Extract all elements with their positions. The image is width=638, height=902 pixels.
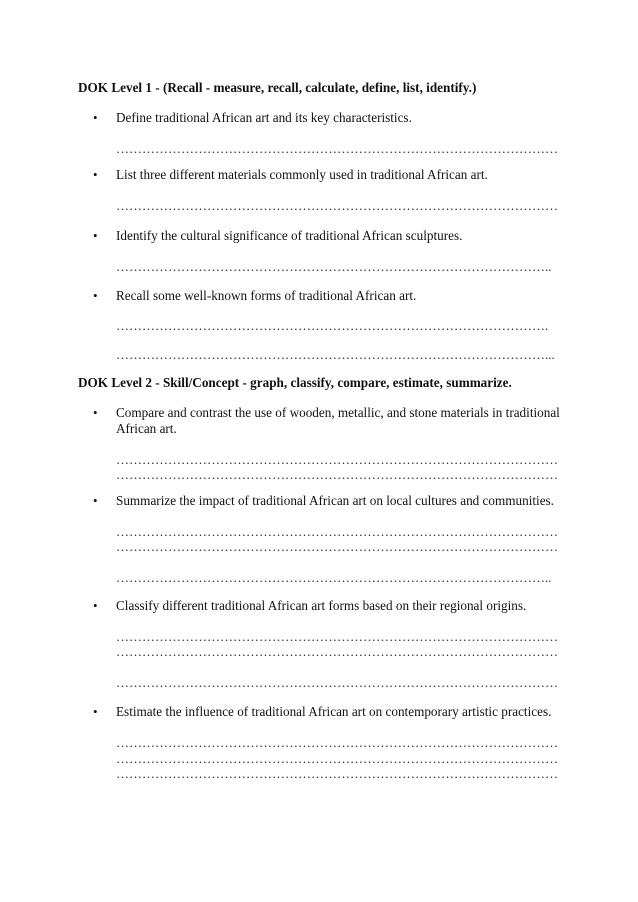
bullet-icon: • [93, 493, 98, 508]
bullet-icon: • [93, 405, 98, 420]
answer-line-1-2-1[interactable]: ………………………………………………………………………………………… [116, 198, 558, 213]
answer-line-2-2-3[interactable]: ……………………………………………………………………………………….. [116, 570, 552, 585]
answer-line-2-4-1[interactable]: ………………………………………………………………………………………… [116, 735, 558, 750]
answer-line-1-4-2[interactable]: ………………………………………………………………………………………... [116, 347, 555, 362]
answer-line-2-1-2[interactable]: ………………………………………………………………………………………… [116, 467, 558, 482]
answer-line-1-3-1[interactable]: ……………………………………………………………………………………….. [116, 259, 552, 274]
question-2-2: Summarize the impact of traditional African art on local cultures and communities. [116, 493, 554, 508]
dok-level-2-heading: DOK Level 2 - Skill/Concept - graph, classify, compare, estimate, summarize. [78, 375, 512, 390]
bullet-icon: • [93, 288, 98, 303]
question-1-4: Recall some well-known forms of traditional African art. [116, 288, 417, 303]
bullet-icon: • [93, 167, 98, 182]
answer-line-1-4-1[interactable]: ………………………………………………………………………………………. [116, 318, 549, 333]
bullet-icon: • [93, 110, 98, 125]
dok-level-1-heading: DOK Level 1 - (Recall - measure, recall, calculate, define, list, identify.) [78, 80, 477, 95]
answer-line-2-3-2[interactable]: ………………………………………………………………………………………… [116, 644, 558, 659]
answer-line-2-3-3[interactable]: ………………………………………………………………………………………… [116, 675, 558, 690]
question-2-4: Estimate the influence of traditional African art on contemporary artistic practices. [116, 704, 552, 719]
bullet-icon: • [93, 228, 98, 243]
answer-line-2-4-2[interactable]: ………………………………………………………………………………………… [116, 751, 558, 766]
answer-line-2-4-3[interactable]: ………………………………………………………………………………………… [116, 766, 558, 781]
question-1-1: Define traditional African art and its key characteristics. [116, 110, 412, 125]
answer-line-2-1-1[interactable]: ………………………………………………………………………………………… [116, 452, 558, 467]
question-1-3: Identify the cultural significance of traditional African sculptures. [116, 228, 463, 243]
answer-line-2-3-1[interactable]: ………………………………………………………………………………………… [116, 629, 558, 644]
question-1-2: List three different materials commonly used in traditional African art. [116, 167, 488, 182]
question-2-1: Compare and contrast the use of wooden, metallic, and stone materials in traditional African art. [116, 405, 560, 436]
answer-line-2-2-1[interactable]: ………………………………………………………………………………………… [116, 524, 558, 539]
answer-line-1-1-1[interactable]: ………………………………………………………………………………………… [116, 141, 558, 156]
answer-line-2-2-2[interactable]: ………………………………………………………………………………………… [116, 539, 558, 554]
bullet-icon: • [93, 598, 98, 613]
bullet-icon: • [93, 704, 98, 719]
question-2-3: Classify different traditional African art forms based on their regional origins. [116, 598, 527, 613]
